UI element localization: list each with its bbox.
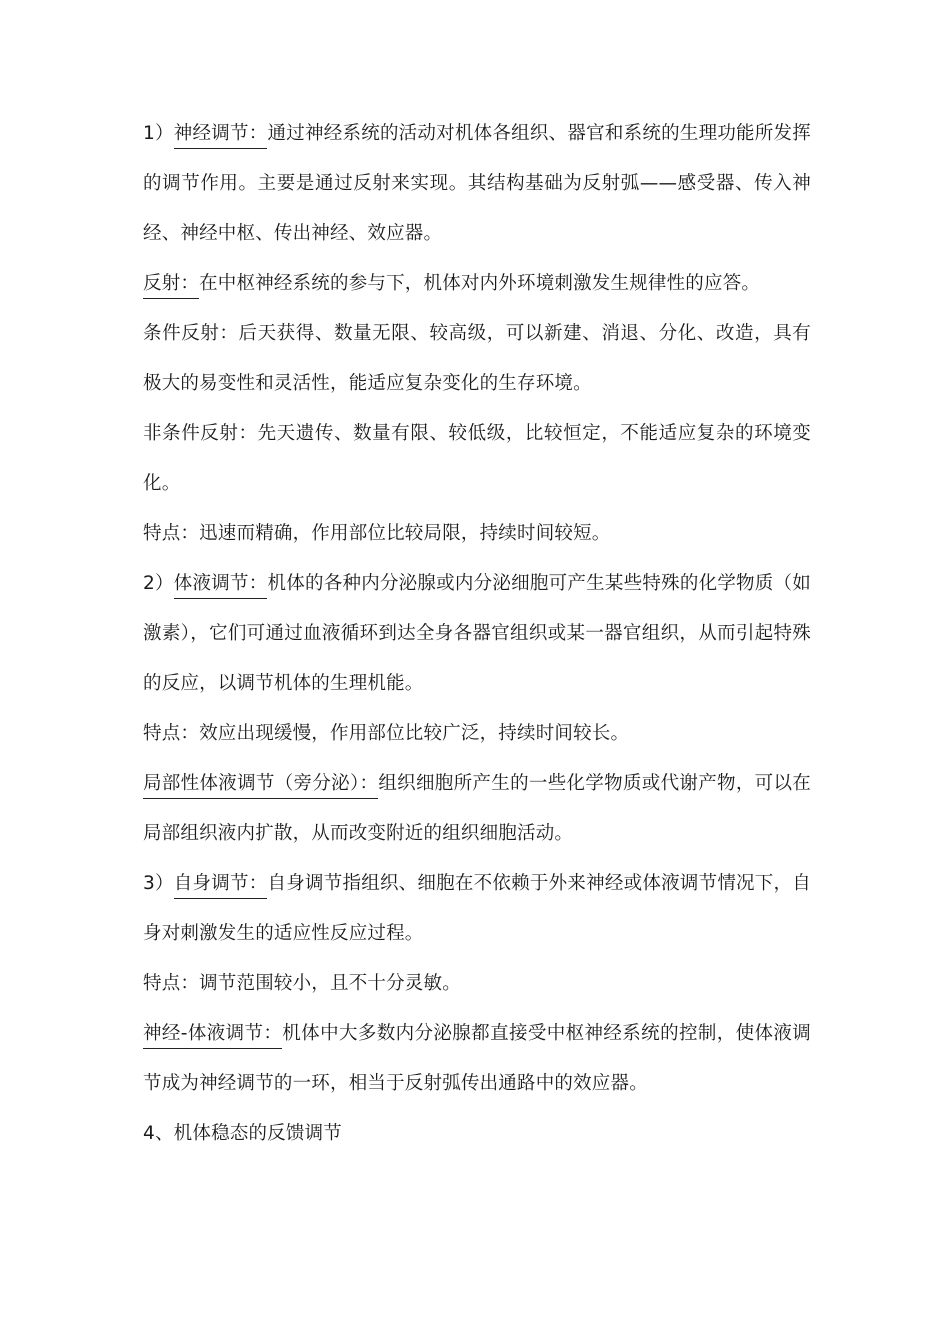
- paragraph-neural-regulation: [143, 109, 811, 259]
- paragraph-paracrine: [143, 759, 811, 859]
- paragraph-autoregulation: [143, 859, 811, 959]
- term-humoral-regulation: 体液调节：: [174, 573, 268, 599]
- paragraph-text: 组织细胞所产生的一些化学物质或代谢产物，可以在局部组织液内扩散，从而改变附近的组织细胞活动。: [143, 773, 811, 844]
- paragraph-reflex: [143, 259, 811, 309]
- paragraph-autoregulation-features: [143, 959, 811, 1009]
- paragraph-prefix: 3）: [143, 873, 174, 894]
- paragraph-conditioned-reflex: [143, 309, 811, 409]
- term-paracrine: 局部性体液调节（旁分泌）：: [143, 773, 378, 799]
- paragraph-unconditioned-reflex: [143, 409, 811, 509]
- term-autoregulation: 自身调节：: [174, 873, 268, 899]
- term-reflex: 反射：: [143, 273, 199, 299]
- paragraph-humoral-regulation: [143, 559, 811, 709]
- paragraph-prefix: 2）: [143, 573, 174, 594]
- section-heading-feedback: [143, 1109, 811, 1159]
- paragraph-text: 条件反射：后天获得、数量无限、较高级，可以新建、消退、分化、改造，具有极大的易变性和灵活性，能适应复杂变化的生存环境。: [143, 323, 811, 394]
- term-neural-regulation: 神经调节：: [174, 123, 268, 149]
- paragraph-text: 在中枢神经系统的参与下，机体对内外环境刺激发生规律性的应答。: [199, 273, 761, 294]
- paragraph-text: 机体的各种内分泌腺或内分泌细胞可产生某些特殊的化学物质（如激素），它们可通过血液循环到达全身各器官组织或某一器官组织，从而引起特殊的反应，以调节机体的生理机能。: [143, 573, 811, 694]
- heading-text: 4、机体稳态的反馈调节: [143, 1123, 342, 1144]
- paragraph-text: 通过神经系统的活动对机体各组织、器官和系统的生理功能所发挥的调节作用。主要是通过反射来实现。其结构基础为反射弧——感受器、传入神经、神经中枢、传出神经、效应器。: [143, 123, 811, 244]
- paragraph-text: 特点：效应出现缓慢，作用部位比较广泛，持续时间较长。: [143, 723, 630, 744]
- paragraph-humoral-features: [143, 709, 811, 759]
- document-body: [143, 109, 811, 1159]
- paragraph-text: 特点：迅速而精确，作用部位比较局限，持续时间较短。: [143, 523, 611, 544]
- paragraph-neuro-humoral: [143, 1009, 811, 1109]
- term-neuro-humoral: 神经-体液调节：: [143, 1023, 282, 1049]
- paragraph-text: 自身调节指组织、细胞在不依赖于外来神经或体液调节情况下，自身对刺激发生的适应性反应过程。: [143, 873, 811, 944]
- paragraph-prefix: 1）: [143, 123, 174, 144]
- paragraph-text: 非条件反射：先天遗传、数量有限、较低级，比较恒定，不能适应复杂的环境变化。: [143, 423, 811, 494]
- paragraph-neural-features: [143, 509, 811, 559]
- paragraph-text: 机体中大多数内分泌腺都直接受中枢神经系统的控制，使体液调节成为神经调节的一环，相当于反射弧传出通路中的效应器。: [143, 1023, 811, 1094]
- paragraph-text: 特点：调节范围较小，且不十分灵敏。: [143, 973, 461, 994]
